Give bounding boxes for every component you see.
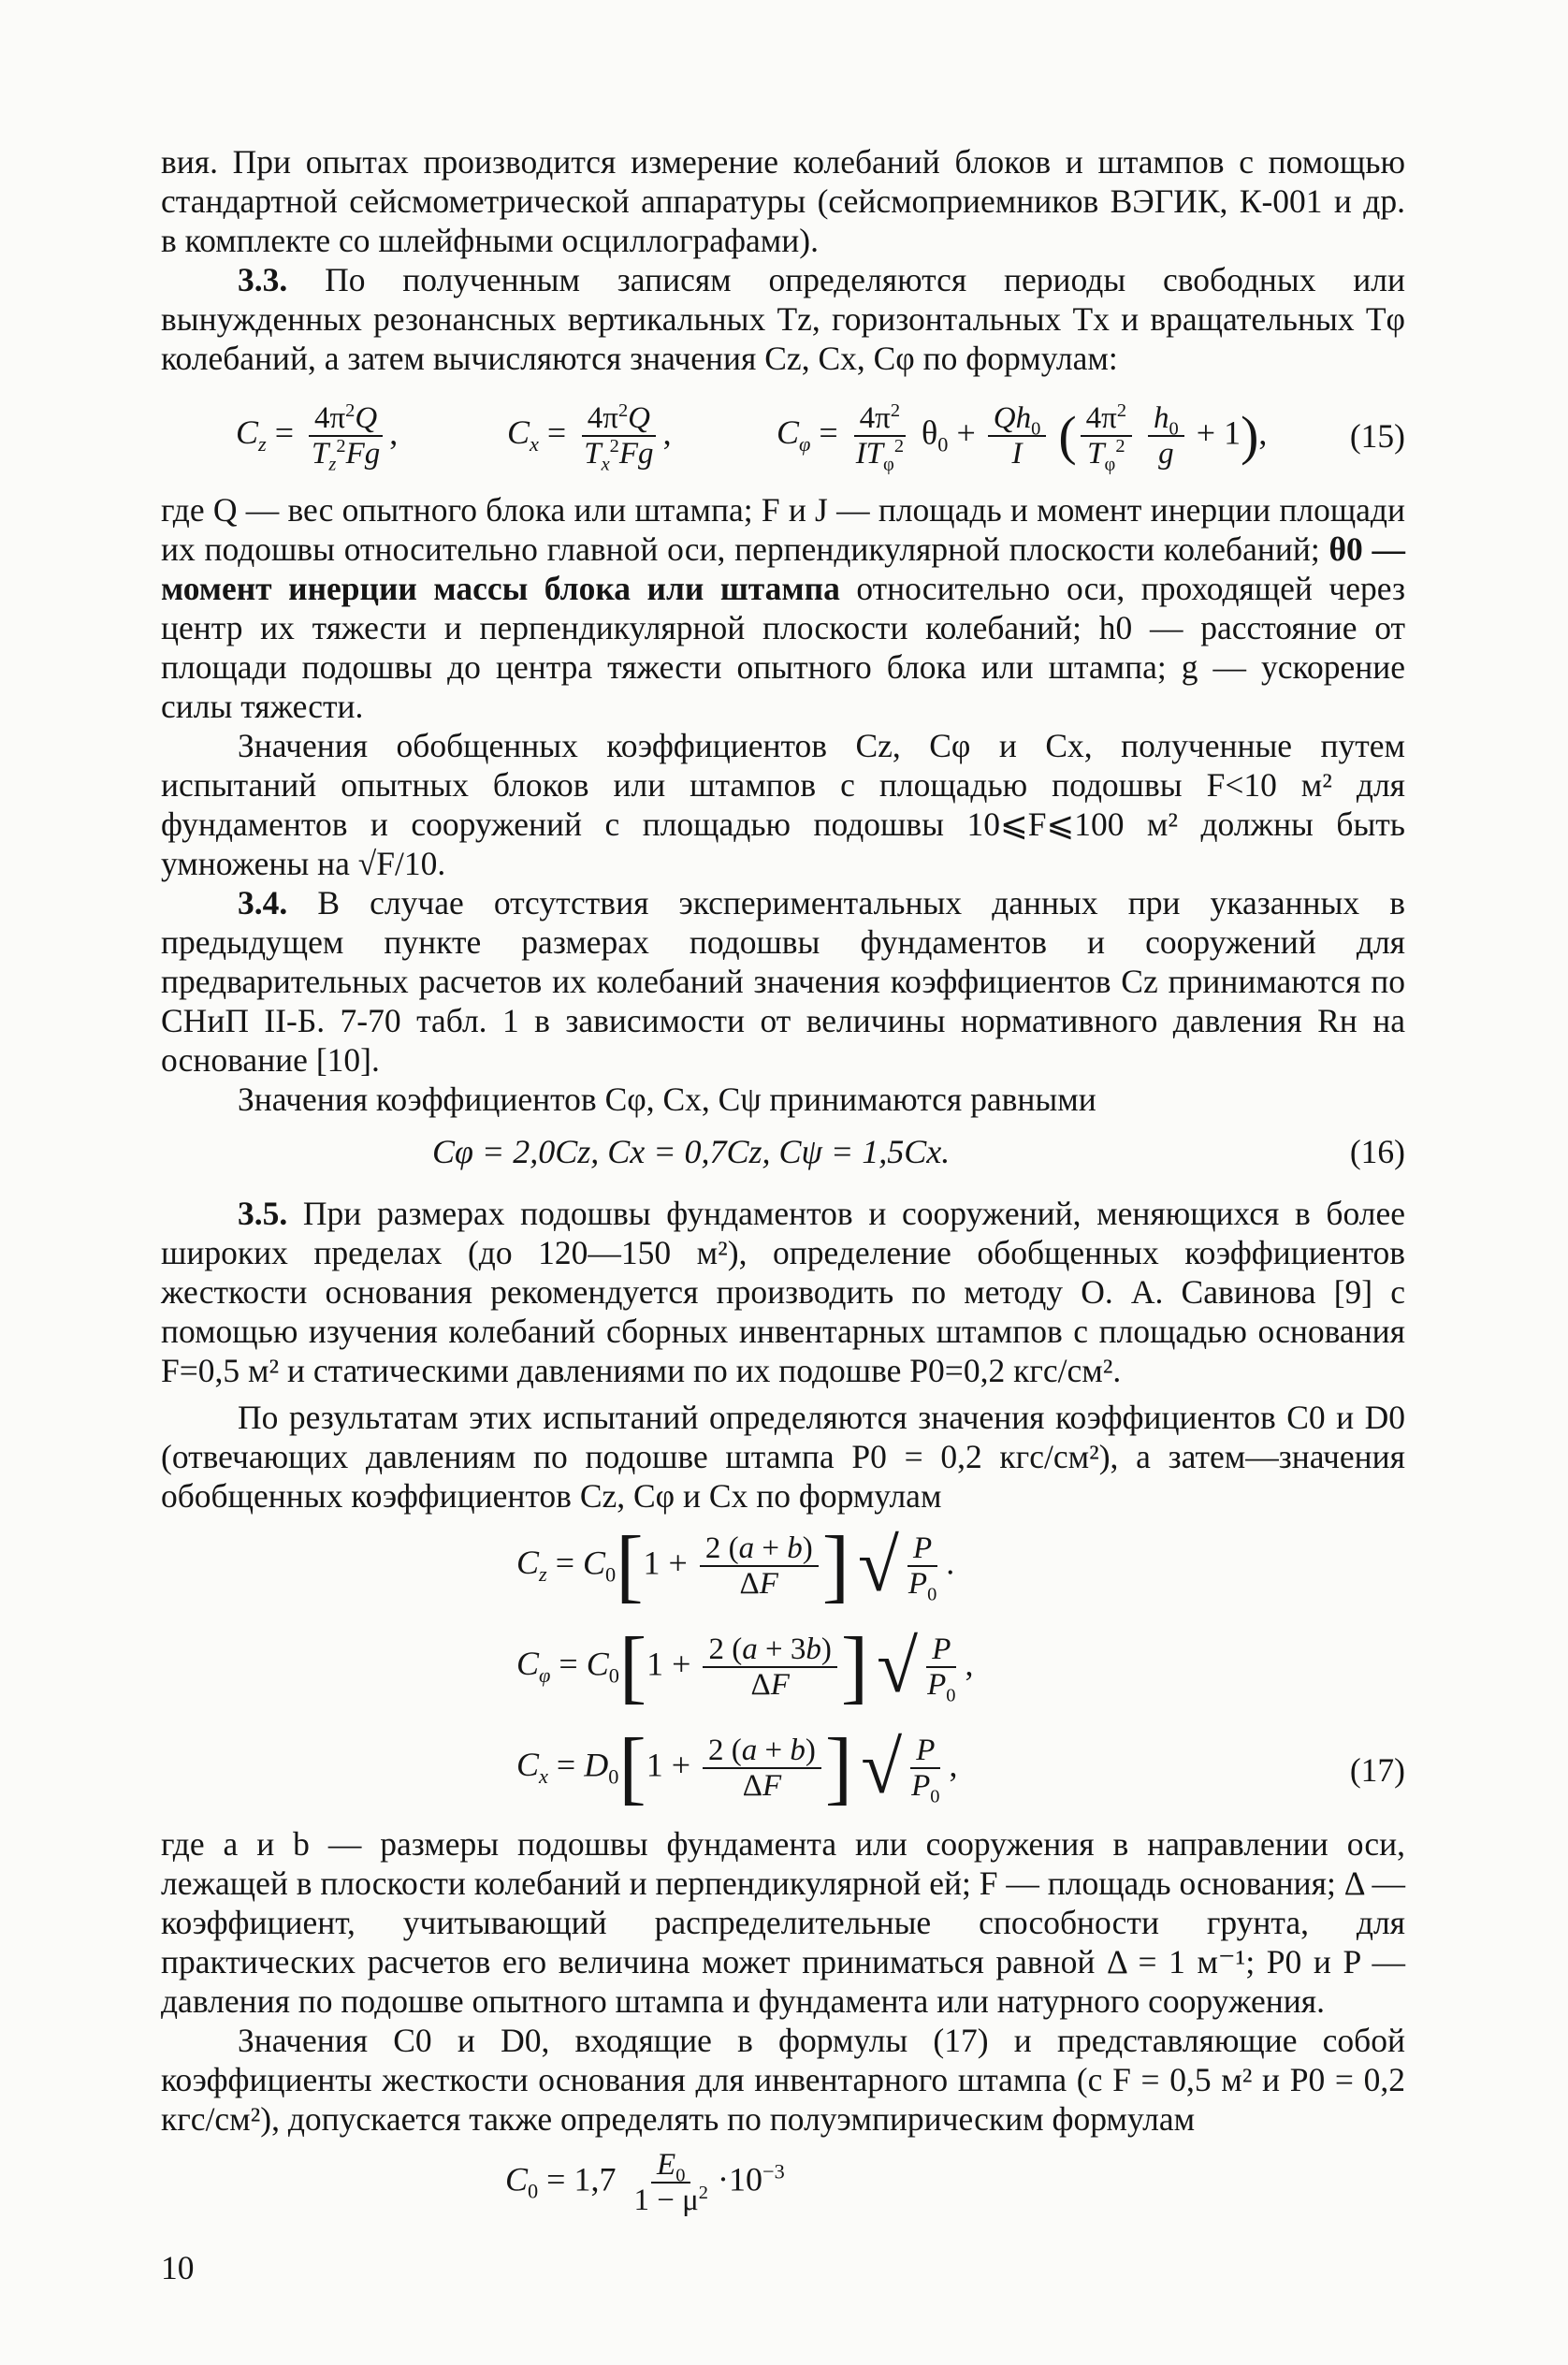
section-number-3-4: 3.4. — [238, 884, 288, 921]
paragraph-3-3 — [161, 260, 1405, 378]
paragraph-c0-d0: Значения C0 и D0, входящие в формулы (17) и представляющие собой коэффициенты жесткости основания для инвентарного штампа (с F = 0,5 м² и P0 = 0,2 кгс/см²), допускается также определять по полуэмпирическим формулам — [161, 2022, 1405, 2138]
paragraph-3-5-text: При размерах подошвы фундаментов и сооружений, меняющихся в более широких пределах (до 120—150 м²), определение обобщенных коэффициентов жесткости основания рекомендуется производить по методу О. А. Савинова [9] с помощью изучения колебаний сборных инвентарных штампов с площадью основания F=0,5 м² и статическими давлениями по их подошве P0=0,2 кгс/см². — [161, 1195, 1405, 1389]
formula-16-math: Cφ = 2,0Cz, Cx = 0,7Cz, Cψ = 1,5Cx. — [432, 1133, 951, 1170]
paragraph-3-3-text: По полученным записям определяются периоды свободных или вынужденных резонансных вертикальных Tz, горизонтальных Tx и вращательных Tφ колебаний, а затем вычисляются значения Cz, Cx, Cφ по формулам: — [161, 261, 1405, 377]
paragraph-intro: вия. При опытах производится измерение колебаний блоков и штампов с помощью стандартной сейсмометрической аппаратуры (сейсмоприемников ВЭГИК, К-001 и др. в комплекте со шлейфными осциллографами). — [161, 143, 1405, 259]
section-number-3-3: 3.3. — [238, 261, 288, 298]
paragraph-generalized: Значения обобщенных коэффициентов Cz, Cφ и Cx, полученные путем испытаний опытных блоков или штампов с площадью подошвы F<10 м² для фундаментов и сооружений с площадью подошвы 10⩽F⩽100 м² должны быть умножены на √F/10. — [161, 727, 1405, 882]
page-number: 10 — [161, 2249, 195, 2286]
formula-16 — [161, 1124, 1405, 1179]
paragraph-3-4-text: В случае отсутствия экспериментальных данных при указанных в предыдущем пункте размерах подошвы фундаментов и сооружений для предварительных расчетов их колебаний значения коэффициентов Cz принимаются по СНиП II-Б. 7-70 табл. 1 в зависимости от величины нормативного давления Rн на основание [10]. — [161, 884, 1406, 1079]
formula-c0-math: $C_0 = 1,7$ $\frac{E_0}{1 - \mu^2}$ $\cdot 10^{-3}$ — [505, 2148, 785, 2217]
formula-c0 — [161, 2139, 1405, 2225]
formula-17-cz: $C_z = C_0[1$ + $\frac{2 (a + b)}{\Delta F}$ ] √ $\frac{P}{P_0}$ . — [516, 1520, 955, 1611]
text-column — [161, 142, 1405, 2225]
formula-cz: $C_z$ = $\frac{4\pi^2Q}{T_z^2Fg}$ , — [236, 400, 399, 475]
formula-15 — [161, 393, 1405, 479]
formula-17-cphi: $C_\varphi = C_0[1$ + $\frac{2 (a + 3b)}{\Delta F}$ ] √ $\frac{P}{P_0}$ , — [516, 1621, 974, 1712]
paragraph-where-17: где a и b — размеры подошвы фундамента или сооружения в направлении оси, лежащей в плоскости колебаний и перпендикулярной ей; F — площадь основания; Δ — коэффициент, учитывающий распределительные способности грунта, для практических расчетов его величина может приниматься равной Δ = 1 м⁻¹; P0 и P — давления по подошве опытного штампа и фундамента или натурного сооружения. — [161, 1825, 1405, 2020]
formula-cx: $C_x$ = $\frac{4\pi^2Q}{T_x^2Fg}$ , — [507, 400, 672, 475]
paragraph-values: Значения коэффициентов Cφ, Cx, Cψ принимаются равными — [238, 1081, 1096, 1118]
paragraph-3-4 — [161, 883, 1405, 1080]
formula-17-cx: $C_x = D_0[1$ + $\frac{2 (a + b)}{\Delta F}$ ] √ $\frac{P}{P_0}$ , — [516, 1722, 958, 1813]
paragraph-results: По результатам этих испытаний определяются значения коэффициентов C0 и D0 (отвечающих давлениям по подошве штампа P0 = 0,2 кгс/см²), а затем—значения обобщенных коэффициентов Cz, Cφ и Cx по формулам — [161, 1399, 1405, 1515]
equation-number-15: (15) — [1349, 417, 1405, 455]
paragraph-where-15: где Q — вес опытного блока или штампа; F и J — площадь и момент инерции площади их подошвы относительно главной оси, перпендикулярной плоскости колебаний; θ0 — момент инерции массы блока или штампа относительно оси, проходящей через центр их тяжести и перпендикулярной плоскости колебаний; h0 — расстояние от площади подошвы до центра тяжести опытного блока или штампа; g — ускорение силы тяжести. — [161, 491, 1405, 725]
equation-number-17: (17) — [1349, 1751, 1405, 1789]
formula-15-math — [236, 393, 1340, 479]
equation-number-16: (16) — [1349, 1133, 1405, 1170]
section-number-3-5: 3.5. — [238, 1195, 288, 1232]
formula-17 — [161, 1520, 1405, 1824]
formula-cphi: $C_\varphi$ = $\frac{4\pi^2}{IT_\varphi^2}$ $\theta_0$ + $\frac{Qh_0}{I}$ ( $\frac{4\pi^2}{T_\varphi^2}$ $\frac{h_0}{g}$ + 1), — [777, 400, 1268, 475]
paragraph-3-5 — [161, 1194, 1405, 1390]
